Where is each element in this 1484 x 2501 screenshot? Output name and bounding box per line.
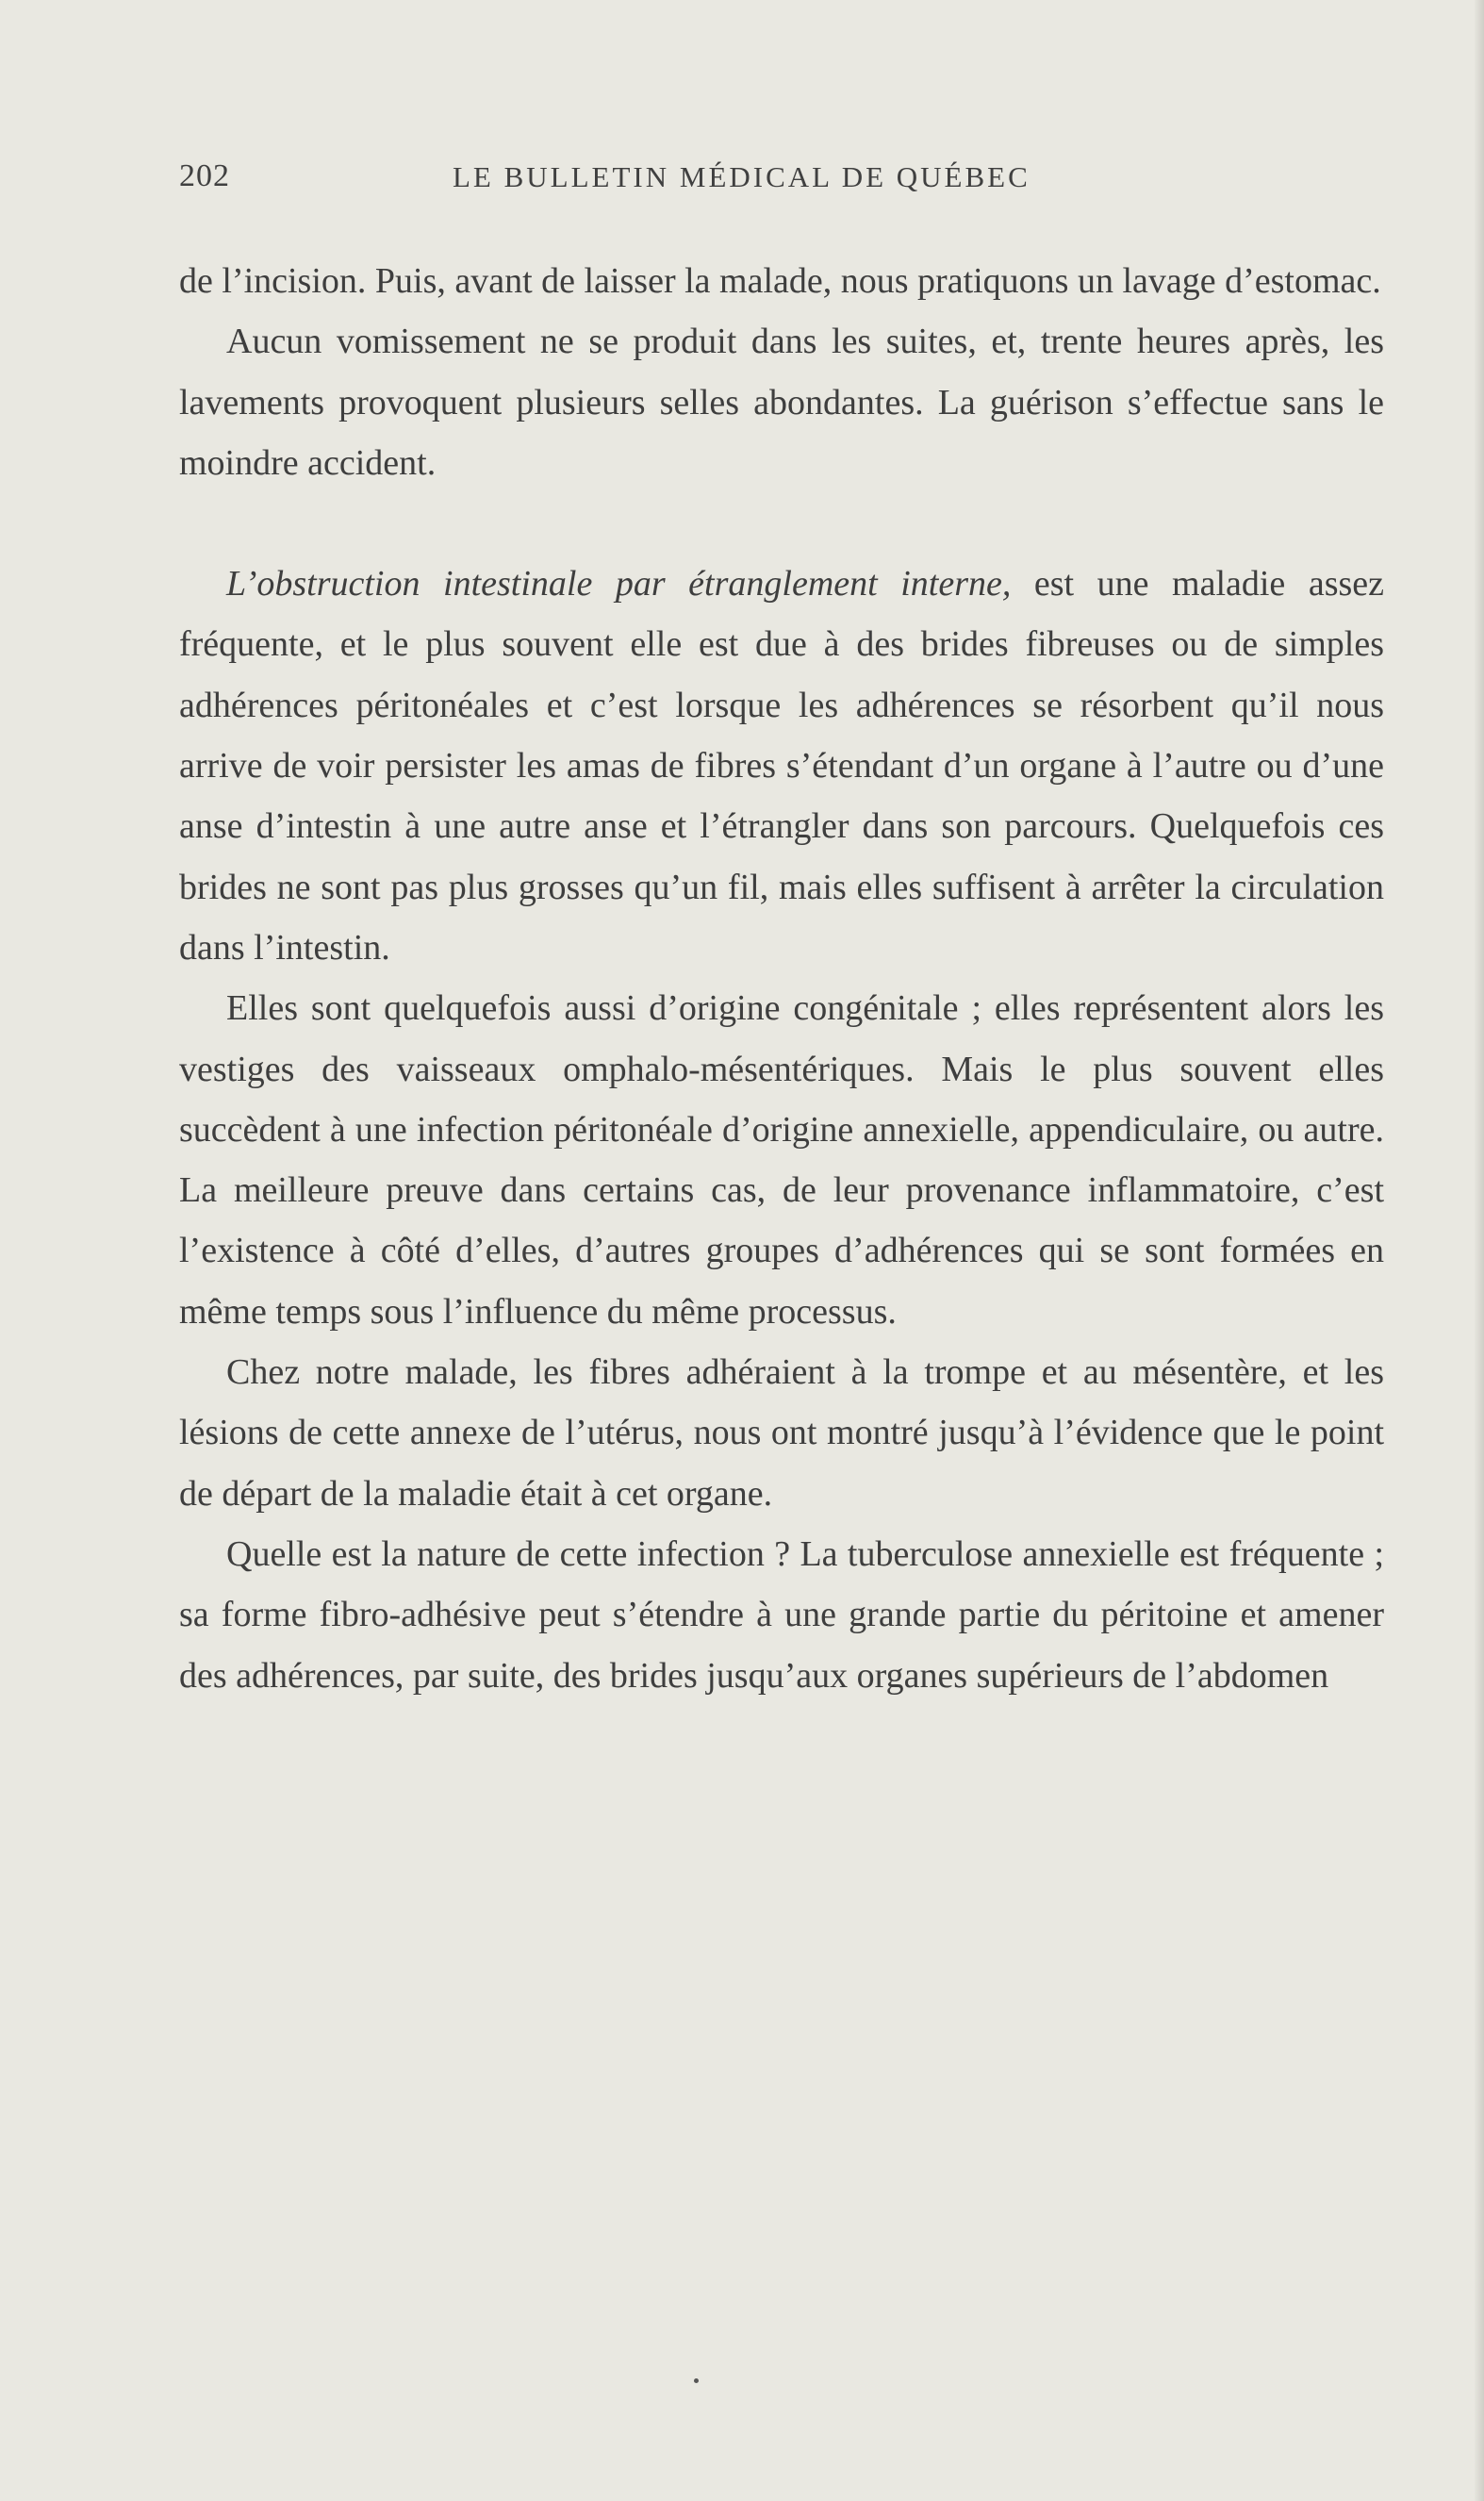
- paragraph-obstruction-text: est une maladie assez fréquente, et le plus souvent elle est due à des brides fibreuses ou de simples adhérences péritonéales et c’est lorsque les adhérences se résorbent qu’il nous arrive de voir persister les amas de fibres s’étendant d’un organe à l’autre ou d’une anse d’intestin à une autre anse et l’étrangler dans son parcours. Quelquefois ces brides ne sont pas plus grosses qu’un fil, mais elles suffisent à arrêter la circulation dans l’intestin.: [179, 564, 1385, 968]
- paragraph-patient: Chez notre malade, les fibres adhéraient à la trompe et au mésentère, et les lésions de cette annexe de l’utérus, nous ont montré jusqu’à l’évidence que le point de départ de la maladie était à cet organe.: [179, 1352, 1384, 1514]
- running-title: LE BULLETIN MÉDICAL DE QUÉBEC: [453, 160, 1031, 193]
- paragraph-obstruction: [179, 554, 1384, 978]
- section-break: [179, 493, 1384, 554]
- print-speck: [694, 2378, 699, 2383]
- page-header: [179, 158, 1386, 206]
- italic-term: L’obstruction intestinale par étranglement interne,: [226, 564, 1012, 605]
- page-edge-shadow: [1475, 0, 1484, 2501]
- paragraph-continued: de l’incision. Puis, avant de laisser la malade, nous pratiquons un lavage d’estomac.: [179, 261, 1381, 301]
- paragraph-outcome: Aucun vomissement ne se produit dans les suites, et, trente heures après, les lavements provoquent plusieurs selles abondantes. La guérison s’effectue sans le moindre accident.: [179, 322, 1384, 483]
- page-number: 202: [179, 158, 230, 193]
- paragraph-infection: Quelle est la nature de cette infection ? La tuberculose annexielle est fréquente ; sa forme fibro-adhésive peut s’étendre à une grande partie du péritoine et amener des adhérences, par suite, des brides jusqu’aux organes supérieurs de l’abdomen: [179, 1533, 1384, 1696]
- paragraph-origin: Elles sont quelquefois aussi d’origine congénitale ; elles représentent alors les vestiges des vaisseaux omphalo-mésentériques. Mais le plus souvent elles succèdent à une infection péritonéale d’origine annexielle, appendiculaire, ou autre. La meilleure preuve dans certains cas, de leur provenance inflammatoire, c’est l’existence à côté d’elles, d’autres groupes d’adhérences qui se sont formées en même temps sous l’influence du même processus.: [179, 988, 1384, 1332]
- article-body: [179, 251, 1384, 1706]
